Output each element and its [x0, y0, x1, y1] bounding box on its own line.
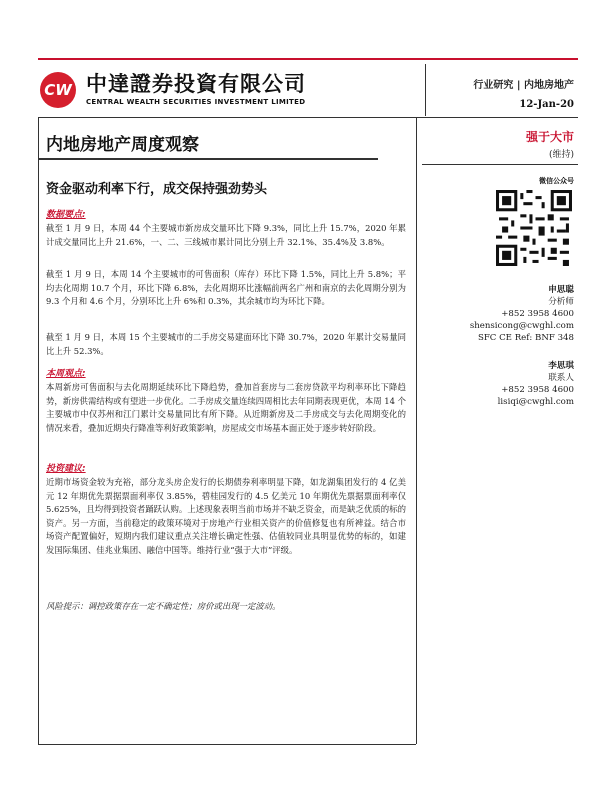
section-heading-advice: 投资建议:	[46, 464, 86, 474]
column-divider	[416, 117, 417, 744]
header-accent-rule	[38, 58, 578, 60]
report-category: 行业研究 | 内地房地产	[473, 80, 574, 91]
contact-person	[498, 360, 574, 408]
analyst-name: 申思聪	[548, 285, 574, 295]
company-name-en: CENTRAL WEALTH SECURITIES INVESTMENT LIMITED	[86, 98, 306, 106]
analyst-contact	[470, 284, 574, 344]
risk-warning: 风险提示：调控政策存在一定不确定性；房价或出现一定波动。	[46, 601, 281, 611]
data-paragraph-1: 截至 1 月 9 日，本周 44 个主要城市新房成交量环比下降 9.3%，同比上升 15.7%，2020 年累计成交量同比上升 21.6%，一、二、三线城市累计同比分别上升 32.1%、35.4%及 3.8%。	[46, 223, 406, 247]
wechat-label: 微信公众号	[539, 177, 574, 185]
analyst-role: 分析师	[548, 297, 574, 307]
section-heading-data: 数据要点:	[46, 210, 86, 220]
data-paragraph-2: 截至 1 月 9 日，本周 14 个主要城市的可售面积（库存）环比下降 1.5%，同比上升 5.8%；平均去化周期 10.7 个月，环比下降 6.8%，去化周期环比涨幅前两名广州和南京的去化周期分别为 9.3 个月和 4.6 个月，分别环比上升 6%和 0.3%，其余城市均为环比下降。	[46, 269, 406, 307]
advice-paragraph: 近期市场资金较为充裕，部分龙头房企发行的长期债券利率明显下降，如龙湖集团发行的 4 亿美元 12 年期优先票据票面利率仅 3.85%，碧桂园发行的 4.5 亿美元 10 年期优先票据票面利率仅 5.625%，且均得到投资者踊跃认购。上述现象表明当前市场并不缺乏资金，而是缺乏优质的标的资产。另一方面，当前稳定的政策环境对于房地产行业相关资产的价值修复也有所裨益。结合市场资产配置偏好，短期内我们建议重点关注增长确定性强、估值较同业具明显优势的标的，如建发国际集团、佳兆业集团、融信中国等。维持行业“强于大市”评级。	[46, 477, 406, 555]
frame-left-border	[38, 117, 39, 744]
analyst-sfc-ref: SFC CE Ref: BNF 348	[477, 333, 574, 343]
frame-bottom-border	[38, 744, 416, 745]
rating-note: (维持)	[548, 150, 574, 160]
data-paragraph-3: 截至 1 月 9 日，本周 15 个主要城市的二手房交易建面环比下降 30.7%，2020 年累计交易量同比上升 52.3%。	[46, 332, 406, 356]
company-name-cn: 中達證券投資有限公司	[86, 72, 306, 96]
rating: 强于大市	[525, 130, 574, 144]
frame-top-border	[38, 117, 578, 118]
header-divider	[425, 64, 426, 116]
view-paragraph: 本周新房可售面积与去化周期延续环比下降趋势，叠加首套房与二套房贷款平均利率环比下降趋势，新房供需结构或有望进一步优化。二手房成交量连续四周相比去年同期表现更优，本周 14 个主要城市中仅苏州和江门累计交易量同比有所下降。从近期新房及二手房成交与去化周期变化的情况来看，叠加近期央行降准等利好政策影响，房屋成交市场基本面正处于逐步转好阶段。	[46, 382, 406, 433]
contact-name: 李思琪	[548, 361, 574, 371]
report-title: 内地房地产周度观察	[46, 135, 199, 155]
analyst-phone: +852 3958 4600	[501, 309, 574, 319]
section-heading-view: 本周观点:	[46, 369, 86, 379]
company-logo: CW	[40, 72, 76, 108]
wechat-qr-code	[496, 190, 572, 266]
contact-email[interactable]: lisiqi@cwghl.com	[497, 397, 574, 407]
analyst-email[interactable]: shensicong@cwghl.com	[469, 321, 574, 331]
contact-phone: +852 3958 4600	[501, 385, 574, 395]
contact-role: 联系人	[548, 373, 574, 383]
title-rule	[38, 158, 378, 160]
rating-rule	[422, 164, 578, 165]
report-date: 12-Jan-20	[519, 99, 574, 110]
report-subtitle: 资金驱动利率下行，成交保持强劲势头	[46, 182, 268, 197]
